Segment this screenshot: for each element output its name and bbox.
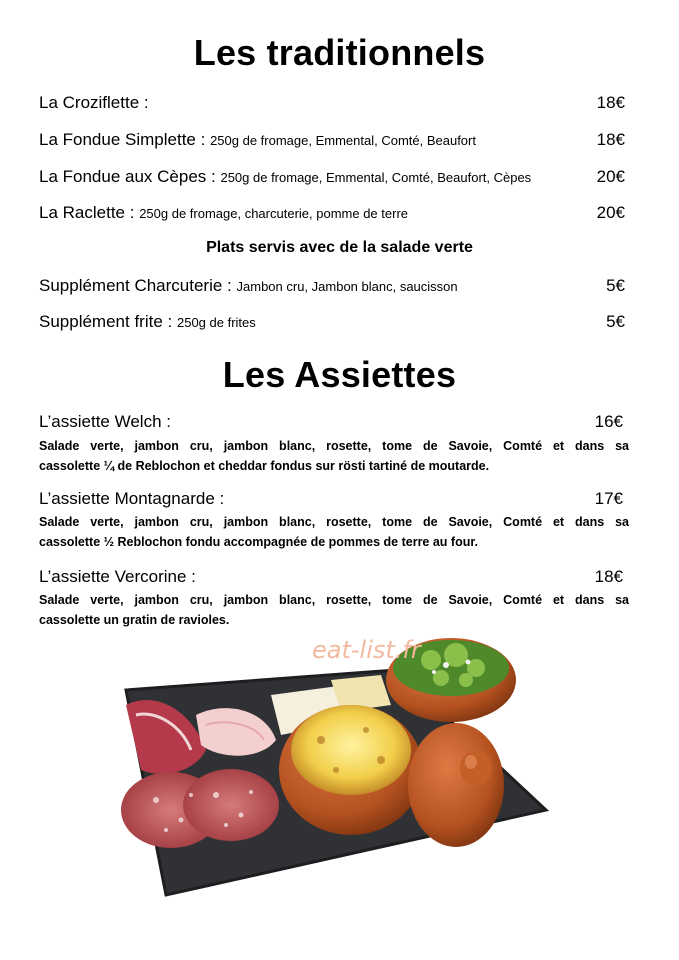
description-line: Salade verte, jambon cru, jambon blanc, rosette, tome de Savoie, Comté et dans sa (39, 593, 629, 607)
plate-name: L’assiette Vercorine : (39, 567, 196, 586)
plate-vercorine (39, 567, 625, 589)
description-line: cassolette ½ Reblochon fondu accompagnée de pommes de terre au four. (39, 535, 478, 549)
item-description: 250g de frites (176, 315, 256, 330)
item-price: 20€ (596, 203, 625, 222)
plate-description (39, 436, 629, 476)
item-name: La Croziflette : (39, 93, 149, 112)
item-name: Supplément Charcuterie : (39, 276, 232, 295)
menu-item-raclette (39, 203, 625, 227)
item-price: 18€ (596, 130, 625, 149)
description-line: cassolette ¼ de Reblochon et cheddar fondus sur rösti tartiné de moutarde. (39, 459, 490, 473)
item-price: 5€ (606, 312, 625, 331)
plate-price: 17€ (594, 489, 623, 508)
plate-description (39, 512, 629, 552)
description-line: cassolette un gratin de ravioles. (39, 613, 230, 627)
description-line: Salade verte, jambon cru, jambon blanc, rosette, tome de Savoie, Comté et dans sa (39, 439, 629, 453)
description-line: Salade verte, jambon cru, jambon blanc, rosette, tome de Savoie, Comté et dans sa (39, 515, 629, 529)
item-name: La Raclette : (39, 203, 135, 222)
plate-name: L’assiette Montagnarde : (39, 489, 225, 508)
menu-item-croziflette (39, 93, 625, 117)
item-price: 5€ (606, 276, 625, 295)
item-name: Supplément frite : (39, 312, 173, 331)
plate-welch (39, 412, 625, 434)
section-title-traditionnels: Les traditionnels (193, 32, 486, 73)
plate-montagnarde (39, 489, 625, 511)
item-description: 250g de fromage, charcuterie, pomme de terre (139, 206, 408, 221)
item-description: Jambon cru, Jambon blanc, saucisson (236, 279, 458, 294)
menu-item-fondue-simplette (39, 130, 625, 154)
watermark: eat-list.fr (312, 636, 421, 664)
plate-name: L’assiette Welch : (39, 412, 171, 431)
item-description: 250g de fromage, Emmental, Comté, Beaufort, Cèpes (220, 170, 532, 185)
item-price: 20€ (596, 167, 625, 186)
supplement-charcuterie (39, 276, 625, 300)
item-description: 250g de fromage, Emmental, Comté, Beaufort (210, 133, 476, 148)
plate-price: 16€ (594, 412, 623, 431)
item-name: La Fondue aux Cèpes : (39, 167, 216, 186)
food-platter-image (96, 620, 556, 920)
supplement-frite (39, 312, 625, 336)
item-price: 18€ (596, 93, 625, 112)
plate-price: 18€ (594, 567, 623, 586)
section-title-assiettes: Les Assiettes (222, 354, 457, 395)
menu-item-fondue-cepes (39, 167, 625, 191)
salad-note: Plats servis avec de la salade verte (206, 239, 473, 256)
item-name: La Fondue Simplette : (39, 130, 206, 149)
